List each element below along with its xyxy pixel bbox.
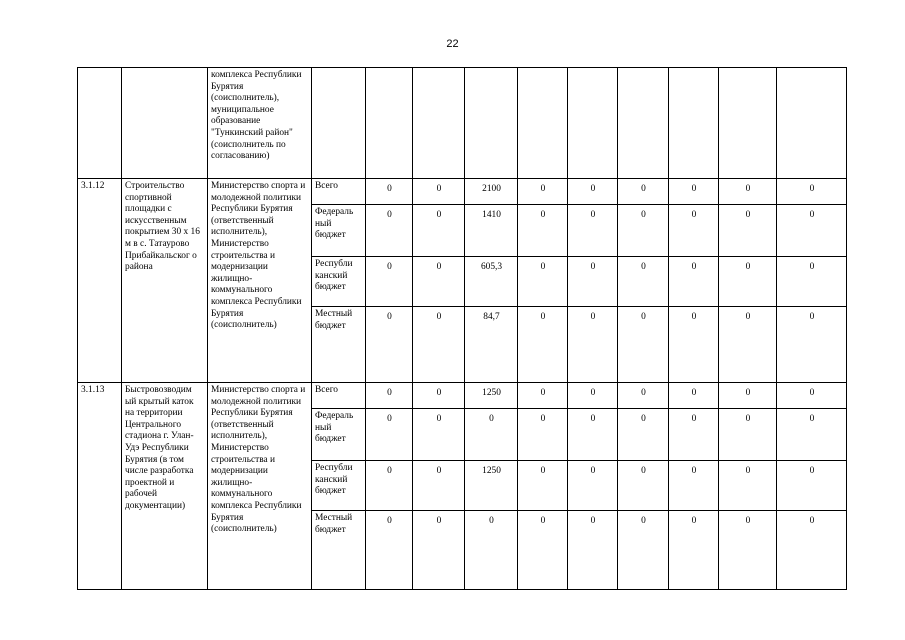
value-cell: 0 <box>777 383 847 409</box>
value-cell: 0 <box>518 179 568 205</box>
value-cell: 2100 <box>465 179 518 205</box>
value-cell: 0 <box>518 257 568 307</box>
table-row <box>78 179 847 205</box>
value-cell: 0 <box>413 307 465 383</box>
value-cell: 0 <box>465 511 518 590</box>
value-cell: 0 <box>518 461 568 511</box>
value-cell: 0 <box>518 383 568 409</box>
source-cell <box>312 68 366 179</box>
value-cell: 0 <box>719 257 777 307</box>
value-cell: 0 <box>366 461 413 511</box>
value-cell: 0 <box>568 205 618 257</box>
value-cell: 0 <box>719 307 777 383</box>
value-cell: 0 <box>669 511 719 590</box>
funding-source-label: Федераль ный бюджет <box>312 409 366 461</box>
value-cell: 0 <box>413 383 465 409</box>
value-cell: 0 <box>618 257 669 307</box>
value-cell: 0 <box>413 257 465 307</box>
value-cell <box>366 68 413 179</box>
value-cell: 1410 <box>465 205 518 257</box>
value-cell: 0 <box>618 461 669 511</box>
funding-source-label: Местный бюджет <box>312 511 366 590</box>
value-cell: 0 <box>669 383 719 409</box>
value-cell: 1250 <box>465 461 518 511</box>
value-cell: 0 <box>777 307 847 383</box>
value-cell: 0 <box>518 307 568 383</box>
value-cell: 0 <box>719 511 777 590</box>
value-cell <box>413 68 465 179</box>
value-cell: 0 <box>568 409 618 461</box>
value-cell: 0 <box>366 307 413 383</box>
value-cell <box>669 68 719 179</box>
value-cell: 0 <box>568 179 618 205</box>
value-cell: 0 <box>618 205 669 257</box>
value-cell: 0 <box>669 461 719 511</box>
value-cell: 1250 <box>465 383 518 409</box>
value-cell: 0 <box>366 511 413 590</box>
value-cell: 0 <box>669 205 719 257</box>
value-cell: 0 <box>465 409 518 461</box>
value-cell: 0 <box>568 383 618 409</box>
value-cell: 0 <box>719 461 777 511</box>
value-cell: 0 <box>669 409 719 461</box>
executors-cell: Министерство спорта и молодежной политики Республики Бурятия (ответственный исполнитель), Министерство строительства и модернизации жилищно-коммунального комплекса Республики Бурятия (соисполнитель) <box>208 383 312 590</box>
value-cell <box>618 68 669 179</box>
value-cell: 0 <box>366 409 413 461</box>
value-cell: 0 <box>413 205 465 257</box>
value-cell: 84,7 <box>465 307 518 383</box>
code-cell: 3.1.13 <box>78 383 122 590</box>
value-cell: 0 <box>518 409 568 461</box>
value-cell: 0 <box>366 257 413 307</box>
value-cell: 0 <box>777 461 847 511</box>
value-cell: 0 <box>366 179 413 205</box>
name-cell: Быстровозводим ый крытый каток на территории Центрального стадиона г. Улан-Удэ Республики Бурятия (в том числе разработка проектной и рабочей документации) <box>122 383 208 590</box>
value-cell: 0 <box>777 511 847 590</box>
value-cell: 0 <box>777 179 847 205</box>
table-row-continuation <box>78 68 847 179</box>
funding-source-label: Федераль ный бюджет <box>312 205 366 257</box>
value-cell: 605,3 <box>465 257 518 307</box>
value-cell <box>518 68 568 179</box>
code-cell <box>78 68 122 179</box>
value-cell: 0 <box>777 409 847 461</box>
value-cell: 0 <box>568 307 618 383</box>
value-cell: 0 <box>669 257 719 307</box>
value-cell: 0 <box>719 205 777 257</box>
value-cell: 0 <box>568 511 618 590</box>
value-cell: 0 <box>719 179 777 205</box>
page-number: 22 <box>446 38 459 50</box>
value-cell <box>465 68 518 179</box>
value-cell: 0 <box>413 179 465 205</box>
funding-source-label: Всего <box>312 383 366 409</box>
funding-source-label: Республи канский бюджет <box>312 257 366 307</box>
value-cell: 0 <box>413 461 465 511</box>
name-cell <box>122 68 208 179</box>
executors-cell: Министерство спорта и молодежной политики Республики Бурятия (ответственный исполнитель), Министерство строительства и модернизации жилищно-коммунального комплекса Республики Бурятия (соисполнитель) <box>208 179 312 383</box>
program-table <box>77 67 847 590</box>
value-cell: 0 <box>777 205 847 257</box>
code-cell: 3.1.12 <box>78 179 122 383</box>
value-cell: 0 <box>719 409 777 461</box>
funding-source-label: Местный бюджет <box>312 307 366 383</box>
funding-source-label: Всего <box>312 179 366 205</box>
value-cell: 0 <box>777 257 847 307</box>
value-cell: 0 <box>618 383 669 409</box>
table-row <box>78 383 847 409</box>
value-cell: 0 <box>568 461 618 511</box>
value-cell: 0 <box>719 383 777 409</box>
value-cell <box>568 68 618 179</box>
value-cell: 0 <box>413 409 465 461</box>
funding-source-label: Республи канский бюджет <box>312 461 366 511</box>
table-body <box>78 68 847 590</box>
value-cell: 0 <box>518 511 568 590</box>
value-cell: 0 <box>669 307 719 383</box>
value-cell: 0 <box>618 511 669 590</box>
value-cell: 0 <box>366 205 413 257</box>
value-cell: 0 <box>413 511 465 590</box>
value-cell: 0 <box>366 383 413 409</box>
value-cell: 0 <box>618 307 669 383</box>
value-cell <box>777 68 847 179</box>
value-cell: 0 <box>618 179 669 205</box>
value-cell: 0 <box>618 409 669 461</box>
value-cell: 0 <box>518 205 568 257</box>
value-cell: 0 <box>568 257 618 307</box>
value-cell <box>719 68 777 179</box>
executors-cell: комплекса Республики Бурятия (соисполнитель), муниципальное образование "Тункинский район" (соисполнитель по согласованию) <box>208 68 312 179</box>
value-cell: 0 <box>669 179 719 205</box>
name-cell: Строительство спортивной площадки с искусственным покрытием 30 х 16 м в с. Татаурово Прибайкальског о района <box>122 179 208 383</box>
